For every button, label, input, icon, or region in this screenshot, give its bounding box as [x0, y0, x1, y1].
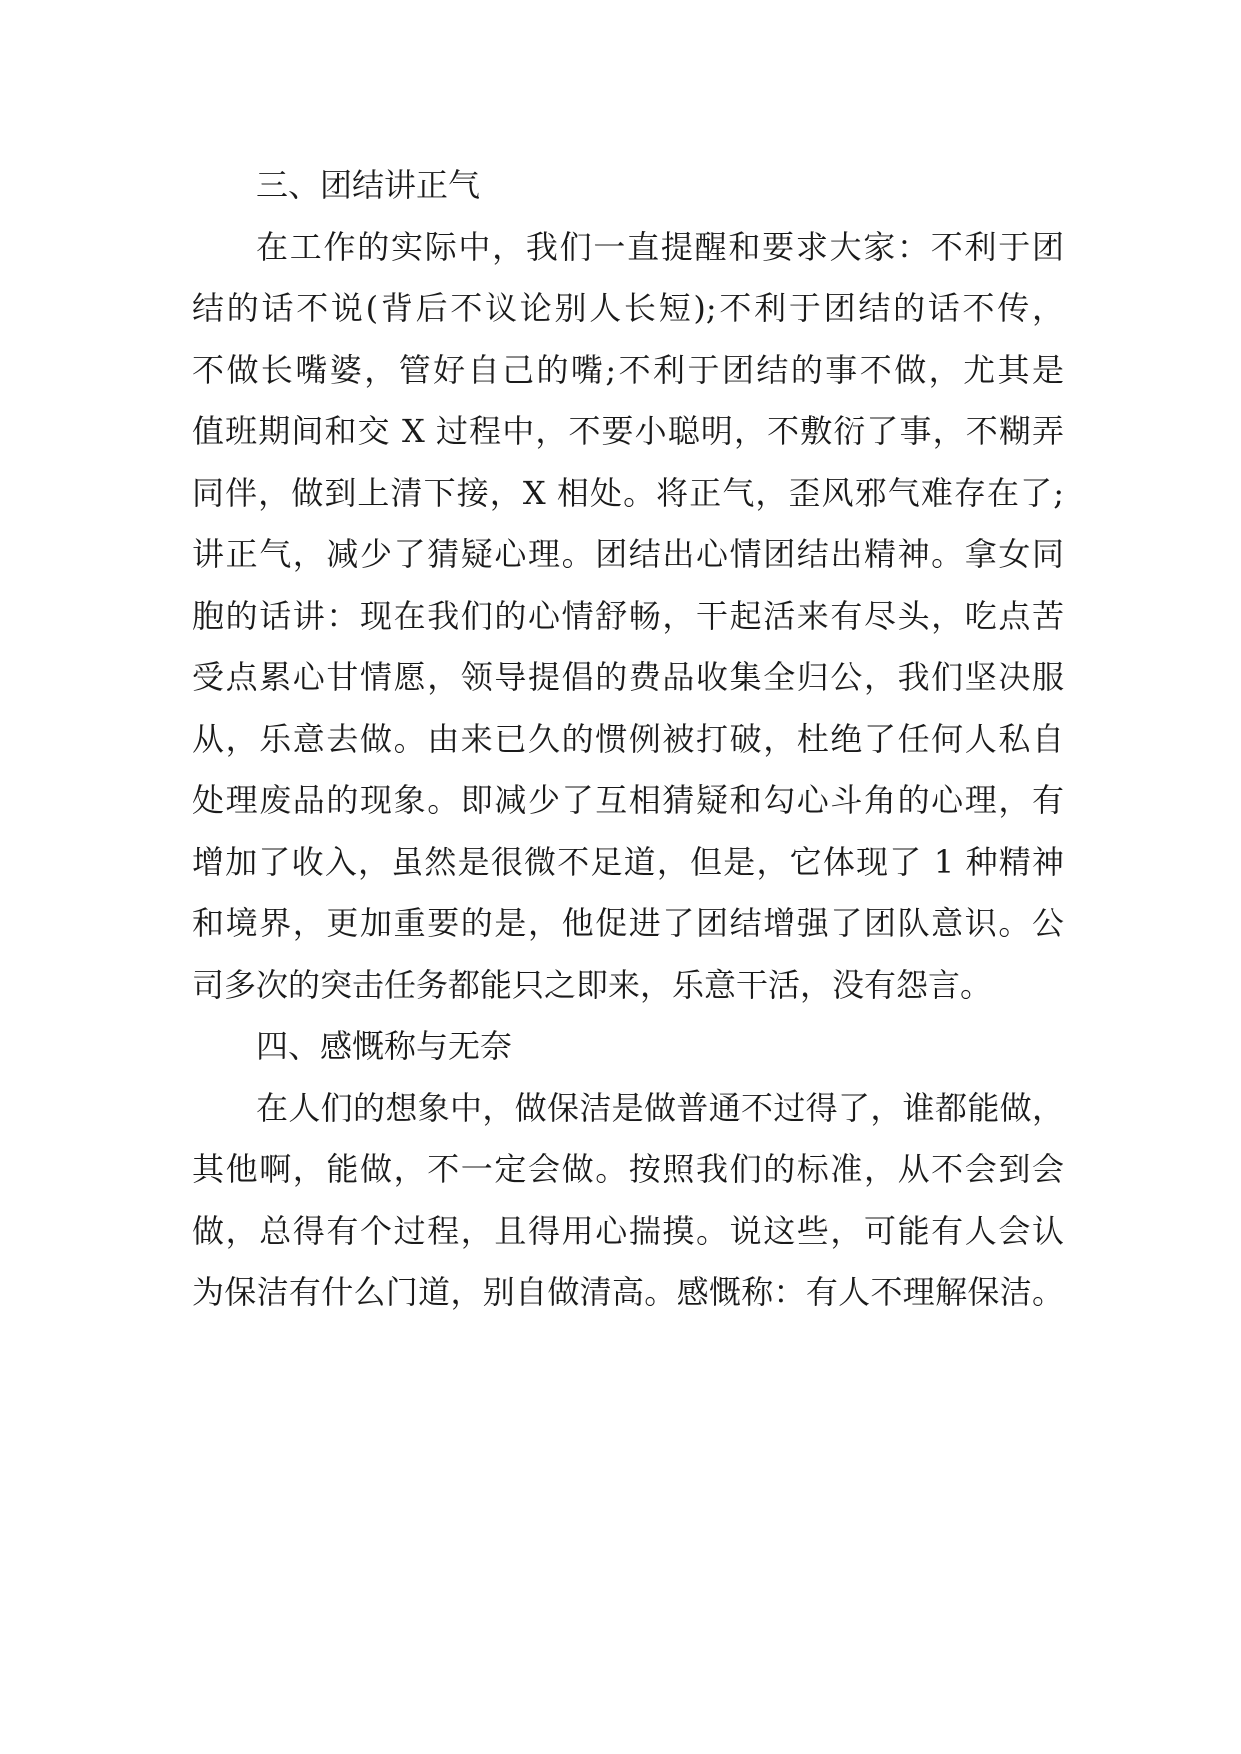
paragraph-line: 结的话不说(背后不议论别人长短);不利于团结的话不传，: [192, 289, 1064, 327]
paragraph-line: 增加了收入，虽然是很微不足道，但是，它体现了 1 种精神: [192, 842, 1064, 881]
paragraph-line: 在工作的实际中，我们一直提醒和要求大家：不利于团: [256, 227, 1064, 266]
paragraph-line: 和境界，更加重要的是，他促进了团结增强了团队意识。公: [192, 904, 1064, 942]
section-heading-unity: 三、团结讲正气: [256, 166, 481, 204]
paragraph-line: 司多次的突击任务都能只之即来，乐意干活，没有怨言。: [192, 965, 993, 1004]
paragraph-line: 处理废品的现象。即减少了互相猜疑和勾心斗角的心理，有: [192, 781, 1064, 819]
paragraph-line: 讲正气，减少了猜疑心理。团结出心情团结出精神。拿女同: [192, 535, 1064, 573]
paragraph-line: 值班期间和交 X 过程中，不要小聪明，不敷衍了事，不糊弄: [192, 412, 1064, 450]
paragraph-line: 不做长嘴婆，管好自己的嘴;不利于团结的事不做，尤其是: [192, 350, 1064, 389]
paragraph-line: 为保洁有什么门道，别自做清高。感慨称：有人不理解保洁。: [192, 1273, 1064, 1311]
paragraph-line: 在人们的想象中，做保洁是做普通不过得了，谁都能做，: [256, 1088, 1064, 1127]
paragraph-line: 受点累心甘情愿，领导提倡的费品收集全归公，我们坚决服: [192, 658, 1064, 696]
paragraph-line: 同伴，做到上清下接，X 相处。将正气，歪风邪气难存在了;: [192, 473, 1064, 512]
paragraph-line: 其他啊，能做，不一定会做。按照我们的标准，从不会到会: [192, 1150, 1064, 1188]
paragraph-line: 从，乐意去做。由来已久的惯例被打破，杜绝了任何人私自: [192, 719, 1064, 758]
paragraph-line: 做，总得有个过程，且得用心揣摸。说这些，可能有人会认: [192, 1211, 1064, 1250]
section-heading-feelings: 四、感慨称与无奈: [256, 1027, 513, 1065]
paragraph-line: 胞的话讲：现在我们的心情舒畅，干起活来有尽头，吃点苦: [192, 596, 1064, 635]
document-body: [192, 155, 1064, 1324]
